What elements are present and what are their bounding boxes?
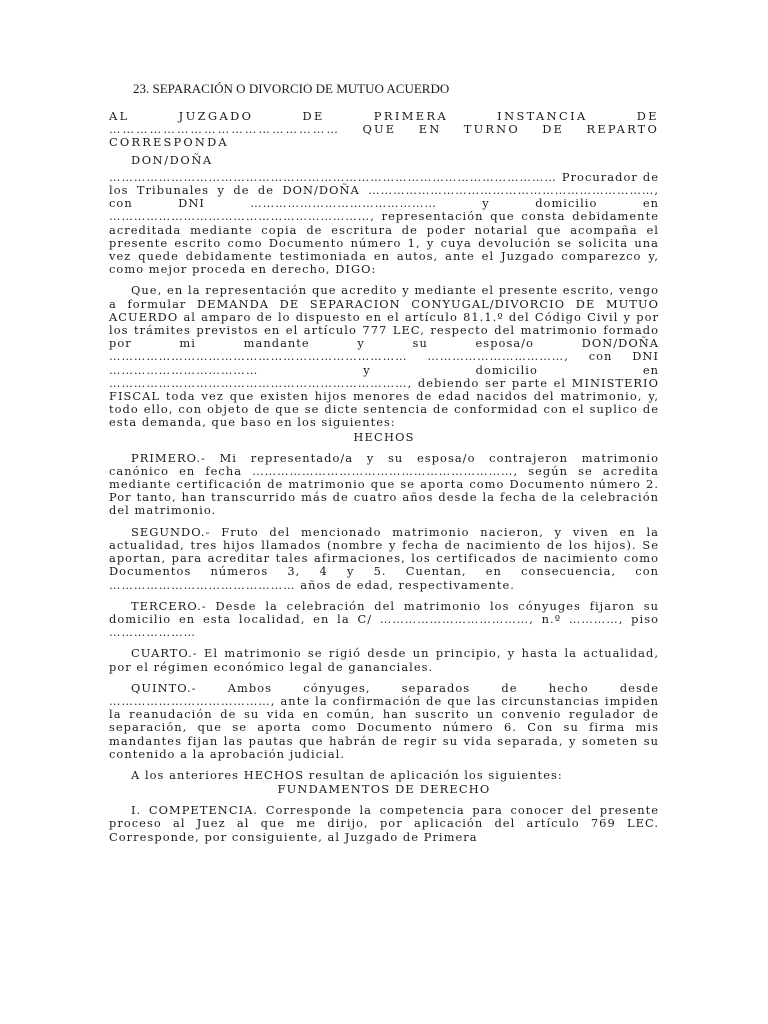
- facts-closing: A los anteriores HECHOS resultan de aplicación los siguientes:: [131, 767, 563, 782]
- fact-segundo: SEGUNDO.- Fruto del mencionado matrimonio nacieron, y viven en la actualidad, tres hijos llamados (nombre y fecha de nacimiento de los hijos). Se aportan, para acreditar tales afirmaciones, los certificados de nacimiento como Documentos números 3, 4 y 5. Cuentan, en consecuencia, con ……………………………………… años de edad, respectivamente.: [109, 524, 659, 592]
- document-page: [109, 80, 659, 844]
- addressee: DON/DOÑA: [131, 152, 213, 167]
- court-line-2: …………………………………………… QUE EN TURNO DE REPARTO CORRESPONDA: [109, 122, 659, 150]
- facts-heading: HECHOS: [353, 429, 415, 444]
- fact-quinto: QUINTO.- Ambos cónyuges, separados de hecho desde …………………………………, ante la confirmación de que las circunstancias impiden la reanudación de su vida en común, han suscrito un convenio regulador de separación, que se aporta como Documento número 6. Con su firma mis mandantes fijan las pautas que habrán de regir su vida separada, y someten su contenido a la aprobación judicial.: [109, 680, 659, 761]
- court-line-1: AL JUZGADO DE PRIMERA INSTANCIA DE: [109, 109, 659, 123]
- law-first-paragraph: I. COMPETENCIA. Corresponde la competencia para conocer del presente proceso al Juez al que me dirijo, por aplicación del artículo 769 LEC. Corresponde, por consiguiente, al Juzgado de Primera: [109, 803, 659, 844]
- fact-cuarto: CUARTO.- El matrimonio se rigió desde un principio, y hasta la actualidad, por el régimen económico legal de gananciales.: [109, 646, 659, 674]
- law-heading: FUNDAMENTOS DE DERECHO: [277, 782, 491, 797]
- claim-paragraph: Que, en la representación que acredito y mediante el presente escrito, vengo a formular DEMANDA DE SEPARACION CONYUGAL/DIVORCIO DE MUTUO ACUERDO al amparo de lo dispuesto en el artículo 81.1.º del Código Civil y por los trámites previstos en el artículo 777 LEC, respecto del matrimonio formado por mi mandante y su esposa/o DON/DOÑA ……………………………………………………………… ……………………………, con DNI ……………………………… y domicilio en ………………………………………………………………, debiendo ser parte el MINISTERIO FISCAL toda vez que existen hijos menores de edad nacidos del matrimonio, y, todo ello, con objeto de que se dicte sentencia de conformidad con el suplico de esta demanda, que baso en los siguientes:: [109, 283, 659, 430]
- fact-tercero: TERCERO.- Desde la celebración del matrimonio los cónyuges fijaron su domicilio en esta localidad, en la C/ ………………………………, n.º …………, piso …………………: [109, 598, 659, 640]
- intro-paragraph: ……………………………………………………………………………………………… Procurador de los Tribunales y de de DON/DOÑA ……………………………………………………………, con DNI ……………………………………… y domicilio en ………………………………………………………, representación que consta debidamente acreditada mediante copia de escritura de poder notarial que acompaña el presente escrito como Documento número 1, y cuya devolución se solicita una vez quede debidamente testimoniada en autos, ante el Juzgado comparezco y, como mejor proceda en derecho, DIGO:: [109, 169, 659, 277]
- fact-primero: PRIMERO.- Mi representado/a y su esposa/o contrajeron matrimonio canónico en fecha ………………………………………………………, según se acredita mediante certificación de matrimonio que se aporta como Documento número 2. Por tanto, han transcurrido más de cuatro años desde la fecha de la celebración del matrimonio.: [109, 450, 659, 518]
- document-title: 23. SEPARACIÓN O DIVORCIO DE MUTUO ACUERDO: [133, 81, 450, 96]
